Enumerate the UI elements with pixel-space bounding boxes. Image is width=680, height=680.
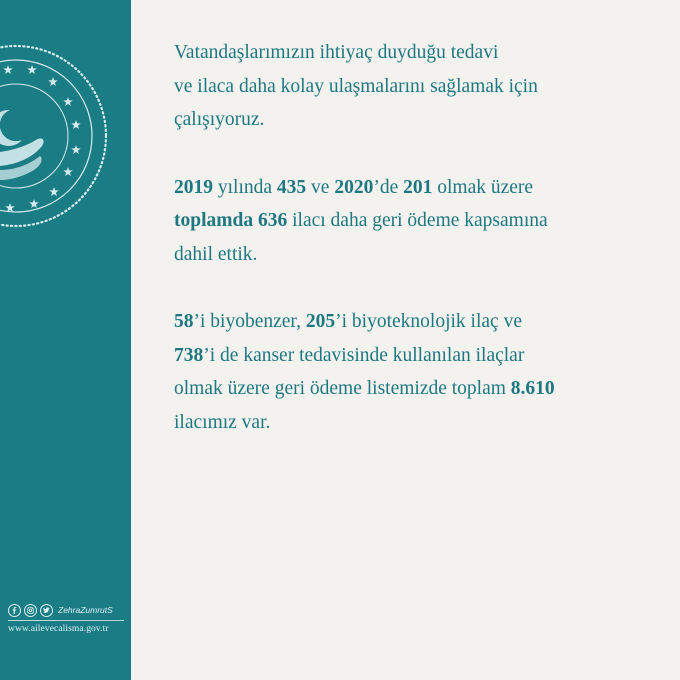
text-line [174, 305, 654, 339]
instagram-icon[interactable] [24, 604, 37, 617]
total-count: toplamda 636 [174, 210, 288, 231]
text-line [174, 339, 654, 373]
text-fragment: ’i de kanser tedavisinde kullanılan ilaçlar [203, 344, 525, 366]
text-line [174, 204, 654, 238]
text-fragment: ’i biyoteknolojik ilaç ve [335, 311, 522, 332]
text-line: ilacımız var. [174, 411, 271, 433]
text-line [174, 372, 654, 406]
sidebar-panel [0, 0, 131, 680]
year-2019: 2019 [174, 176, 213, 198]
footer-divider [8, 620, 124, 621]
biosimilar-count: 58 [174, 311, 194, 332]
text-fragment: ilacı daha geri ödeme kapsamına [287, 210, 548, 231]
count-2020: 201 [403, 176, 433, 198]
text-fragment: ve [306, 176, 335, 198]
social-handle[interactable]: ZehraZumrutS [58, 605, 113, 615]
twitter-icon[interactable] [40, 604, 53, 617]
facebook-icon[interactable] [8, 604, 21, 617]
ministry-logo-icon [0, 0, 131, 250]
social-row [8, 603, 126, 617]
text-fragment: olmak üzere [432, 176, 534, 198]
text-fragment: ’i biyobenzer, [193, 311, 306, 332]
main-text [174, 36, 654, 473]
cancer-count: 738 [174, 344, 204, 366]
website-link[interactable]: www.ailevecalisma.gov.tr [8, 624, 109, 634]
text-fragment: olmak üzere geri ödeme listemizde toplam [174, 378, 511, 399]
count-2019: 435 [276, 176, 307, 198]
text-line [174, 171, 654, 205]
paragraph-list [174, 305, 654, 439]
text-line: çalışıyoruz. [174, 109, 265, 130]
text-fragment: yılında [213, 176, 277, 198]
text-line: dahil ettik. [174, 243, 258, 265]
paragraph-intro [174, 36, 654, 137]
biotech-count: 205 [305, 311, 336, 332]
text-line: Vatandaşlarımızın ihtiyaç duyduğu tedavi [174, 42, 499, 63]
year-2020: 2020 [334, 176, 374, 198]
text-line: ve ilaca daha kolay ulaşmalarını sağlamak için [174, 75, 538, 97]
sidebar-footer [8, 603, 126, 634]
text-fragment: ’de [373, 176, 404, 198]
total-list-count: 8.610 [510, 378, 555, 399]
paragraph-new-drugs [174, 171, 654, 272]
